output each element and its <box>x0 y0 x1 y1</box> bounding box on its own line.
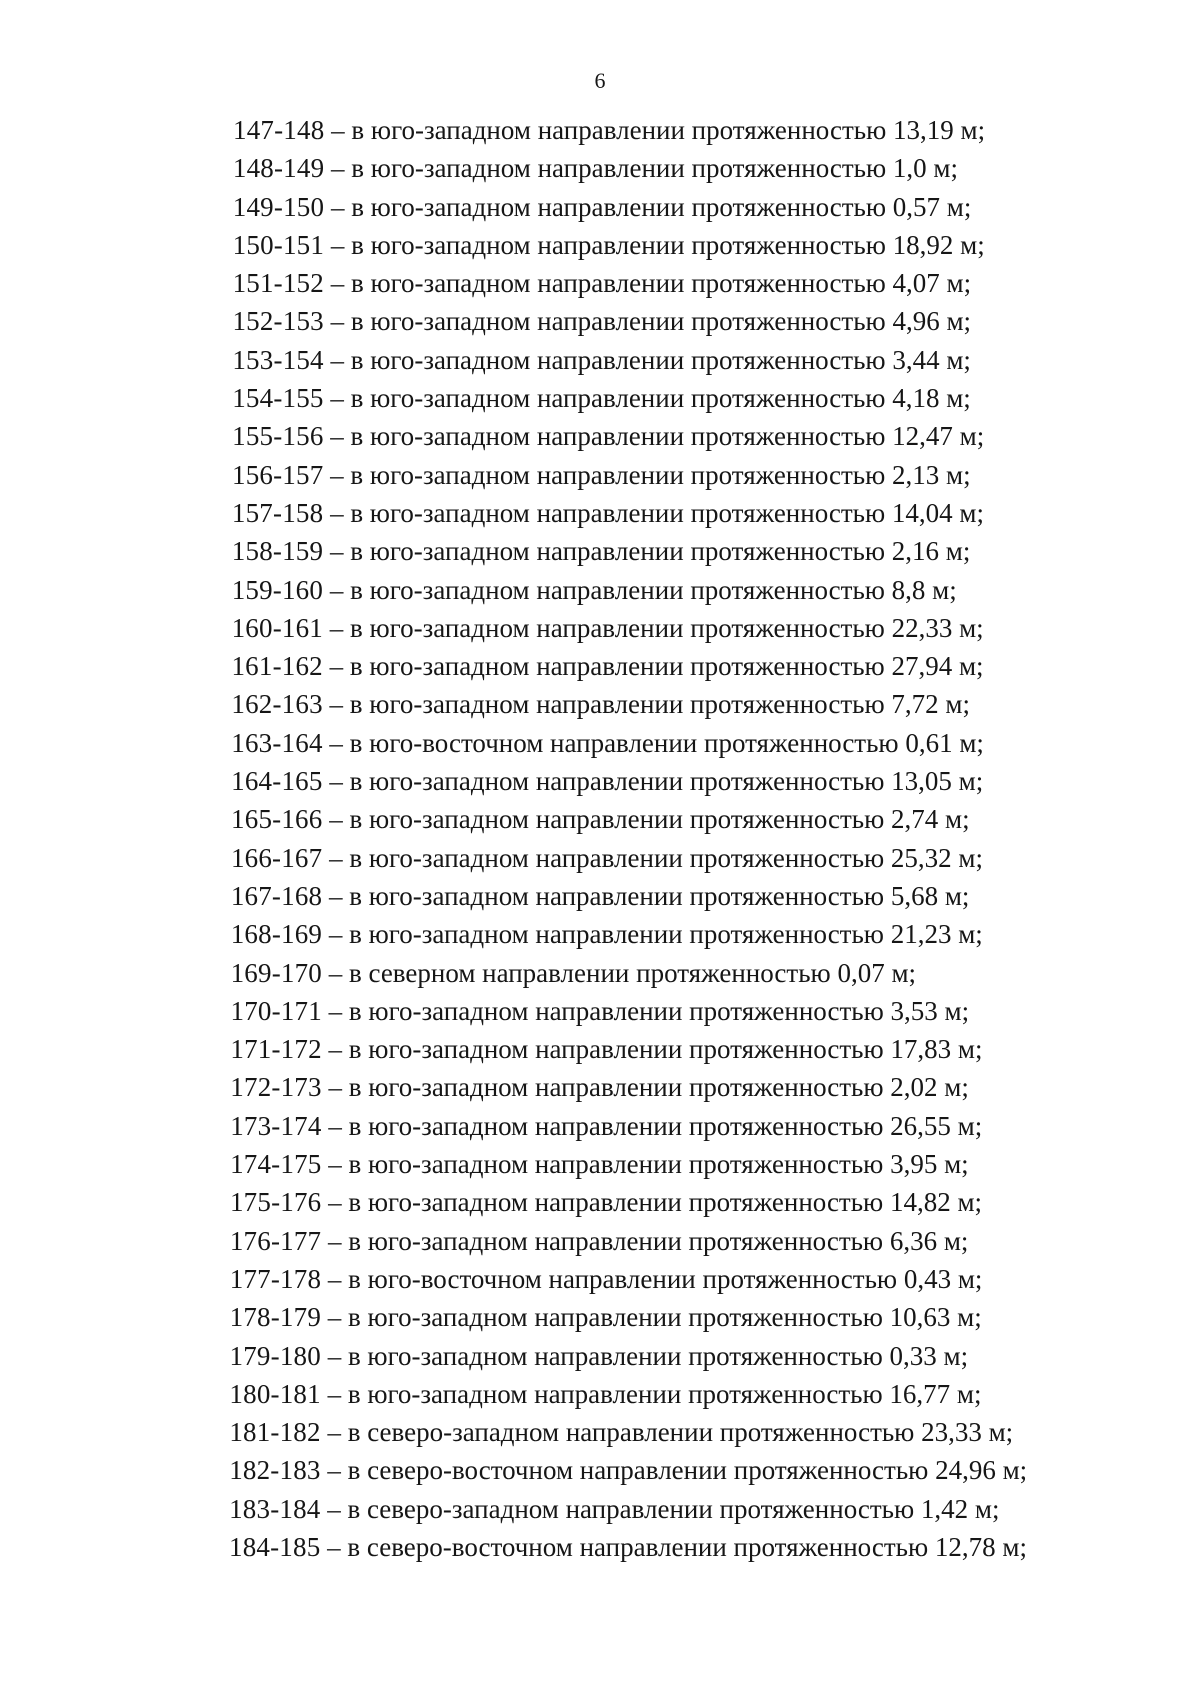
segment-line <box>0 456 1200 494</box>
segment-line <box>0 915 1200 953</box>
segment-description: – в северо-западном направлении протяженностью 23,33 м; <box>320 1417 1014 1448</box>
segment-line <box>0 1183 1200 1221</box>
segment-description: – в юго-западном направлении протяженностью 4,18 м; <box>323 383 971 414</box>
segment-range: 161-162 <box>231 651 323 682</box>
segment-line <box>0 685 1200 723</box>
segment-range: 156-157 <box>232 459 324 490</box>
segment-description: – в северо-восточном направлении протяженностью 24,96 м; <box>320 1455 1028 1486</box>
segment-range: 170-171 <box>230 995 322 1026</box>
segment-range: 163-164 <box>231 727 323 758</box>
segment-range: 164-165 <box>231 766 323 797</box>
segment-description: – в юго-западном направлении протяженностью 4,07 м; <box>323 268 972 299</box>
segment-range: 183-184 <box>229 1493 321 1524</box>
segment-line <box>0 1528 1200 1566</box>
segment-line <box>0 1068 1200 1106</box>
segment-line <box>0 111 1200 149</box>
segment-line <box>0 762 1200 800</box>
segment-line <box>0 494 1200 532</box>
segment-line <box>0 839 1200 877</box>
segment-range: 152-153 <box>232 306 324 337</box>
segment-line <box>0 1107 1200 1145</box>
segment-description: – в юго-западном направлении протяженностью 7,72 м; <box>322 689 970 720</box>
segment-description: – в северо-западном направлении протяженностью 1,42 м; <box>320 1493 1000 1524</box>
segment-description: – в юго-западном направлении протяженностью 14,04 м; <box>323 497 984 528</box>
segment-range: 184-185 <box>229 1531 321 1562</box>
segment-range: 177-178 <box>229 1263 322 1294</box>
segment-range: 149-150 <box>232 191 325 222</box>
segment-line <box>0 1298 1200 1336</box>
segment-range: 178-179 <box>229 1302 322 1333</box>
segment-range: 180-181 <box>229 1378 321 1409</box>
segment-line <box>0 379 1200 417</box>
segment-description: – в юго-западном направлении протяженностью 26,55 м; <box>321 1110 983 1141</box>
segment-range: 176-177 <box>229 1225 322 1256</box>
segment-description: – в юго-западном направлении протяженностью 2,13 м; <box>323 459 971 490</box>
segment-description: – в юго-западном направлении протяженностью 12,47 м; <box>323 421 985 452</box>
segment-line <box>0 149 1200 187</box>
segment-description: – в юго-западном направлении протяженностью 13,05 м; <box>322 766 984 797</box>
segment-range: 151-152 <box>232 268 324 299</box>
segment-description: – в юго-западном направлении протяженностью 25,32 м; <box>322 842 984 873</box>
segment-description: – в северном направлении протяженностью 0,07 м; <box>322 957 917 988</box>
segment-range: 154-155 <box>232 383 324 414</box>
segment-line <box>0 264 1200 302</box>
segment-line <box>0 647 1200 685</box>
segment-range: 172-173 <box>230 1072 322 1103</box>
segment-range: 169-170 <box>230 957 323 988</box>
segment-range: 166-167 <box>230 842 323 873</box>
segment-range: 168-169 <box>230 919 323 950</box>
segment-range: 148-149 <box>232 153 325 184</box>
segment-line <box>0 1413 1200 1451</box>
segment-range: 159-160 <box>231 574 324 605</box>
boundary-segments-list <box>0 111 1200 1566</box>
segment-line <box>0 532 1200 570</box>
segment-line <box>0 724 1200 762</box>
segment-description: – в юго-западном направлении протяженностью 22,33 м; <box>323 612 984 643</box>
segment-description: – в юго-восточном направлении протяженностью 0,43 м; <box>321 1263 983 1294</box>
segment-range: 179-180 <box>229 1340 321 1371</box>
segment-description: – в юго-восточном направлении протяженностью 0,61 м; <box>322 727 984 758</box>
segment-range: 157-158 <box>231 497 324 528</box>
segment-range: 160-161 <box>231 612 323 643</box>
segment-line <box>0 302 1200 340</box>
segment-range: 174-175 <box>230 1149 322 1180</box>
segment-description: – в юго-западном направлении протяженностью 3,53 м; <box>321 995 970 1026</box>
segment-description: – в юго-западном направлении протяженностью 16,77 м; <box>320 1378 982 1409</box>
segment-line <box>0 1490 1200 1528</box>
segment-line <box>0 417 1200 455</box>
segment-line <box>0 609 1200 647</box>
segment-range: 175-176 <box>229 1187 322 1218</box>
segment-line <box>0 1222 1200 1260</box>
segment-line <box>0 877 1200 915</box>
segment-description: – в юго-западном направлении протяженностью 1,0 м; <box>324 153 958 184</box>
segment-range: 150-151 <box>232 229 325 260</box>
segment-line <box>0 188 1200 226</box>
segment-description: – в юго-западном направлении протяженностью 21,23 м; <box>322 919 983 950</box>
segment-line <box>0 571 1200 609</box>
segment-description: – в юго-западном направлении протяженностью 2,16 м; <box>323 536 971 567</box>
segment-range: 167-168 <box>230 880 323 911</box>
segment-range: 155-156 <box>232 421 324 452</box>
segment-line <box>0 992 1200 1030</box>
segment-range: 147-148 <box>233 115 325 145</box>
segment-description: – в юго-западном направлении протяженностью 27,94 м; <box>322 651 984 682</box>
segment-description: – в юго-западном направлении протяженностью 3,44 м; <box>323 344 971 375</box>
segment-line <box>0 1030 1200 1068</box>
segment-description: – в юго-западном направлении протяженностью 3,95 м; <box>321 1149 969 1180</box>
segment-line <box>0 1145 1200 1183</box>
segment-line <box>0 1451 1200 1489</box>
segment-range: 171-172 <box>230 1034 322 1065</box>
segment-description: – в юго-западном направлении протяженностью 8,8 м; <box>323 574 957 605</box>
segment-description: – в юго-западном направлении протяженностью 6,36 м; <box>321 1225 969 1256</box>
segment-line <box>0 800 1200 838</box>
segment-description: – в юго-западном направлении протяженностью 10,63 м; <box>321 1302 982 1333</box>
segment-range: 181-182 <box>229 1417 321 1448</box>
segment-description: – в юго-западном направлении протяженностью 0,33 м; <box>320 1340 969 1371</box>
segment-line <box>0 226 1200 264</box>
segment-description: – в юго-западном направлении протяженностью 2,74 м; <box>322 804 970 835</box>
segment-range: 158-159 <box>231 536 324 567</box>
segment-line <box>0 1260 1200 1298</box>
segment-description: – в юго-западном направлении протяженностью 5,68 м; <box>322 880 970 911</box>
segment-description: – в юго-западном направлении протяженностью 2,02 м; <box>321 1072 969 1103</box>
segment-description: – в юго-западном направлении протяженностью 0,57 м; <box>324 191 972 222</box>
segment-range: 165-166 <box>231 804 323 835</box>
segment-description: – в северо-восточном направлении протяженностью 12,78 м; <box>320 1531 1027 1562</box>
segment-description: – в юго-западном направлении протяженностью 17,83 м; <box>321 1034 983 1065</box>
segment-line <box>0 341 1200 379</box>
segment-range: 173-174 <box>230 1110 322 1141</box>
segment-description: – в юго-западном направлении протяженностью 4,96 м; <box>323 306 972 337</box>
segment-range: 162-163 <box>231 689 323 720</box>
segment-line <box>0 1337 1200 1375</box>
segment-range: 182-183 <box>229 1455 321 1486</box>
segment-range: 153-154 <box>232 344 324 375</box>
segment-line <box>0 954 1200 992</box>
segment-description: – в юго-западном направлении протяженностью 18,92 м; <box>324 229 985 260</box>
segment-description: – в юго-западном направлении протяженностью 13,19 м; <box>324 115 986 145</box>
segment-description: – в юго-западном направлении протяженностью 14,82 м; <box>321 1187 983 1218</box>
segment-line <box>0 1375 1200 1413</box>
page-number: 6 <box>594 68 606 93</box>
